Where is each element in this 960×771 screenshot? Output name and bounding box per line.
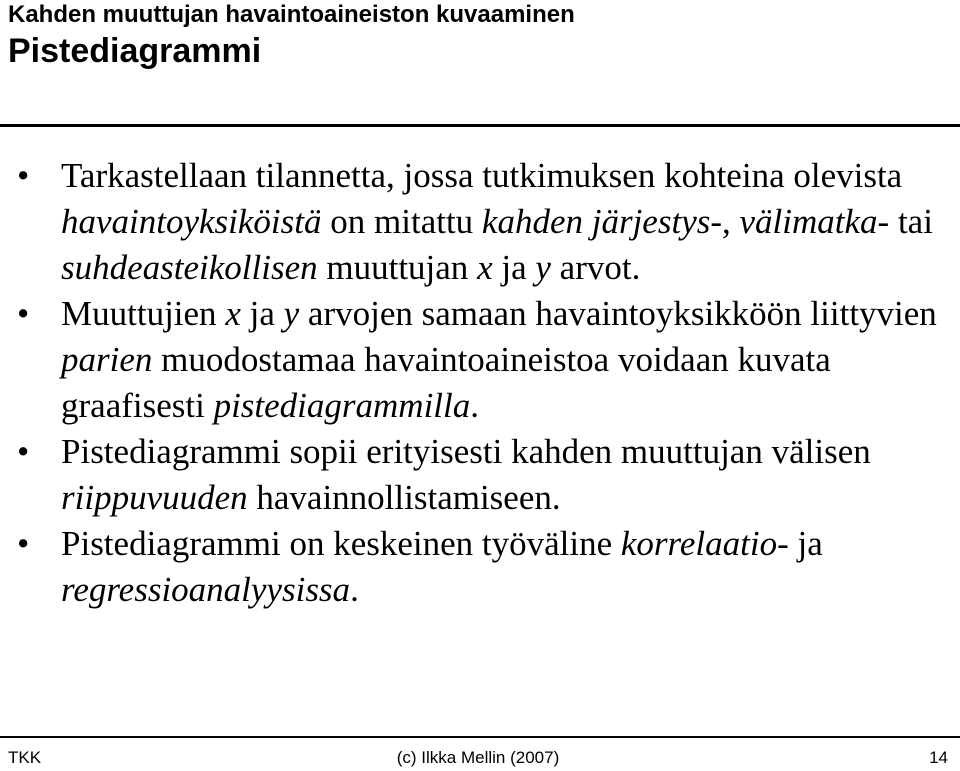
footer-copyright-text: (c) Ilkka Mellin (2007) [396,748,560,767]
bullet-list [0,153,950,613]
text-segment: ja [240,294,284,333]
emphasized-term: y [283,294,300,333]
emphasized-term: y [535,248,551,287]
page-title: Pistediagrammi [8,32,262,70]
text-segment: arvojen samaan havaintoyksikköön liittyvien [299,294,937,333]
header-divider [0,124,960,127]
bullet-text [61,294,937,425]
emphasized-term: x [225,294,241,333]
footer-copyright [0,748,960,768]
text-segment: - tai [877,202,933,241]
bullet-item [0,429,950,521]
emphasized-term: välimatka [739,202,878,241]
bullet-item [0,153,950,291]
footer-institution: TKK [8,748,42,767]
bullet-text [61,524,823,609]
emphasized-term: x [477,248,493,287]
text-segment: muodostamaa havaintoaineistoa voidaan kuvata graafisesti [61,340,831,425]
bullet-text [61,432,871,517]
emphasized-term: suhdeasteikollisen [61,248,318,287]
bullet-marker: • [17,432,30,471]
text-segment: Tarkastellaan tilannetta, jossa tutkimuksen kohteina olevista [61,156,903,195]
bullet-marker: • [17,524,30,563]
text-segment: arvot. [550,248,641,287]
emphasized-term: kahden järjestys [481,202,711,241]
text-segment: - ja [777,524,823,563]
bullet-marker: • [17,294,30,333]
emphasized-term: pistediagrammilla [213,386,471,425]
emphasized-term: parien [61,340,153,379]
page-number: 14 [929,748,948,767]
text-segment: muuttujan [317,248,478,287]
emphasized-term: havaintoyksiköistä [61,202,322,241]
text-segment: on mitattu [321,202,482,241]
bullet-text [61,156,933,287]
emphasized-term: regressioanalyysissa [61,570,351,609]
text-segment: . [350,570,359,609]
text-segment: havainnollistamiseen. [247,478,561,517]
bullet-item [0,521,950,613]
text-segment: Pistediagrammi sopii erityisesti kahden muuttujan välisen [61,432,871,471]
text-segment: Muuttujien [61,294,226,333]
text-segment: ja [492,248,536,287]
emphasized-term: riippuvuuden [61,478,248,517]
footer-divider [0,736,960,738]
emphasized-term: korrelaatio [620,524,778,563]
bullet-item [0,291,950,429]
text-segment: Pistediagrammi on keskeinen työväline [61,524,621,563]
bullet-marker: • [17,156,30,195]
text-segment: -, [710,202,740,241]
header-title: Kahden muuttujan havaintoaineiston kuvaaminen [8,1,575,28]
text-segment: . [470,386,480,425]
